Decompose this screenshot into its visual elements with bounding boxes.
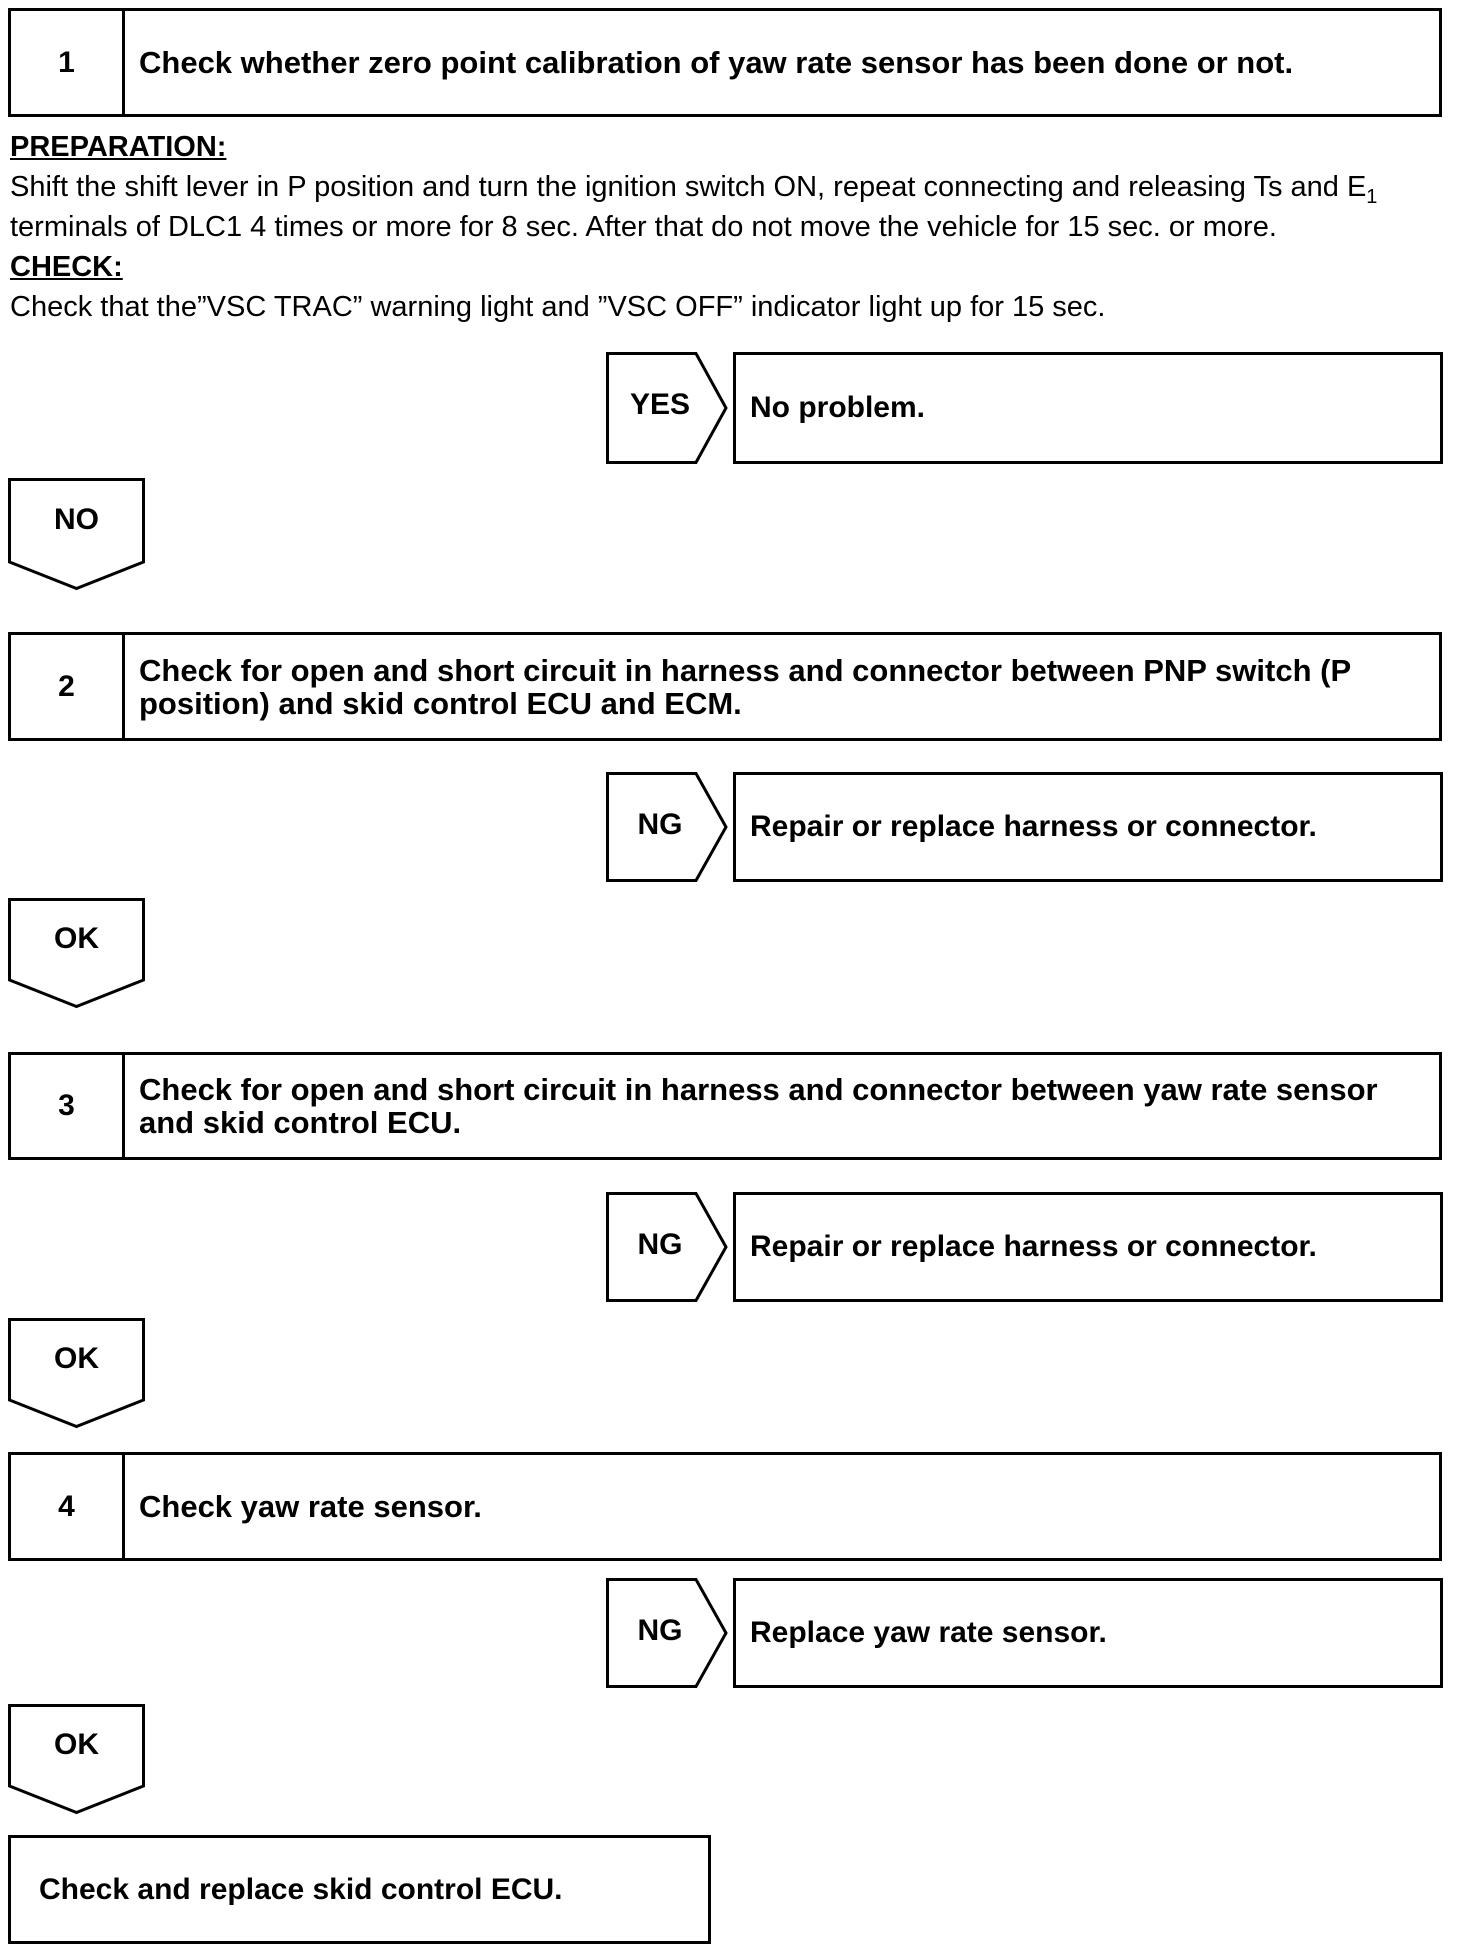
- ng-result-box-1: [733, 772, 1443, 882]
- preparation-subscript: 1: [1366, 185, 1378, 208]
- yes-result-box: [733, 352, 1443, 464]
- yes-label: YES: [629, 388, 691, 421]
- step-4-number: 4: [11, 1455, 125, 1558]
- step-3-number: 3: [11, 1055, 125, 1157]
- step-3-box: [8, 1052, 1442, 1160]
- ng-label-2: NG: [637, 1228, 683, 1261]
- ng-label-3: NG: [637, 1614, 683, 1647]
- step-3-title: Check for open and short circuit in harness and connector between yaw rate sensor and skid control ECU.: [139, 1072, 1378, 1140]
- check-heading: CHECK:: [10, 251, 123, 283]
- ok-label-2: OK: [54, 1342, 99, 1375]
- step-2-number: 2: [11, 635, 125, 738]
- step-2-title: Check for open and short circuit in harness and connector between PNP switch (P position) and skid control ECU and ECM.: [139, 652, 1351, 721]
- step-1-number: 1: [11, 11, 125, 114]
- ng-result-text-2: Repair or replace harness or connector.: [750, 1230, 1317, 1263]
- preparation-line-1-text: Shift the shift lever in P position and turn the ignition switch ON, repeat connecting and releasing Ts and E: [10, 171, 1367, 203]
- no-label: NO: [54, 503, 99, 536]
- ok-label-3: OK: [54, 1728, 99, 1761]
- ng-label-1: NG: [637, 808, 683, 841]
- ng-result-text-1: Repair or replace harness or connector.: [750, 810, 1317, 843]
- preparation-line-2: terminals of DLC1 4 times or more for 8 sec. After that do not move the vehicle for 15 sec. or more.: [10, 211, 1277, 243]
- ng-result-box-2: [733, 1192, 1443, 1302]
- check-text: Check that the”VSC TRAC” warning light and ”VSC OFF” indicator light up for 15 sec.: [10, 291, 1106, 323]
- step-2-box: [8, 632, 1442, 741]
- step-1-box: [8, 8, 1442, 117]
- ok-label-1: OK: [54, 922, 99, 955]
- ng-result-box-3: [733, 1578, 1443, 1688]
- step-1-title: Check whether zero point calibration of yaw rate sensor has been done or not.: [139, 45, 1294, 80]
- yes-result-text: No problem.: [750, 391, 926, 424]
- step-4-box: [8, 1452, 1442, 1561]
- step-4-title: Check yaw rate sensor.: [139, 1489, 482, 1524]
- preparation-heading: PREPARATION:: [10, 131, 227, 163]
- ng-result-text-3: Replace yaw rate sensor.: [750, 1616, 1107, 1649]
- final-action-text: Check and replace skid control ECU.: [39, 1872, 563, 1906]
- final-action-box: [8, 1835, 711, 1944]
